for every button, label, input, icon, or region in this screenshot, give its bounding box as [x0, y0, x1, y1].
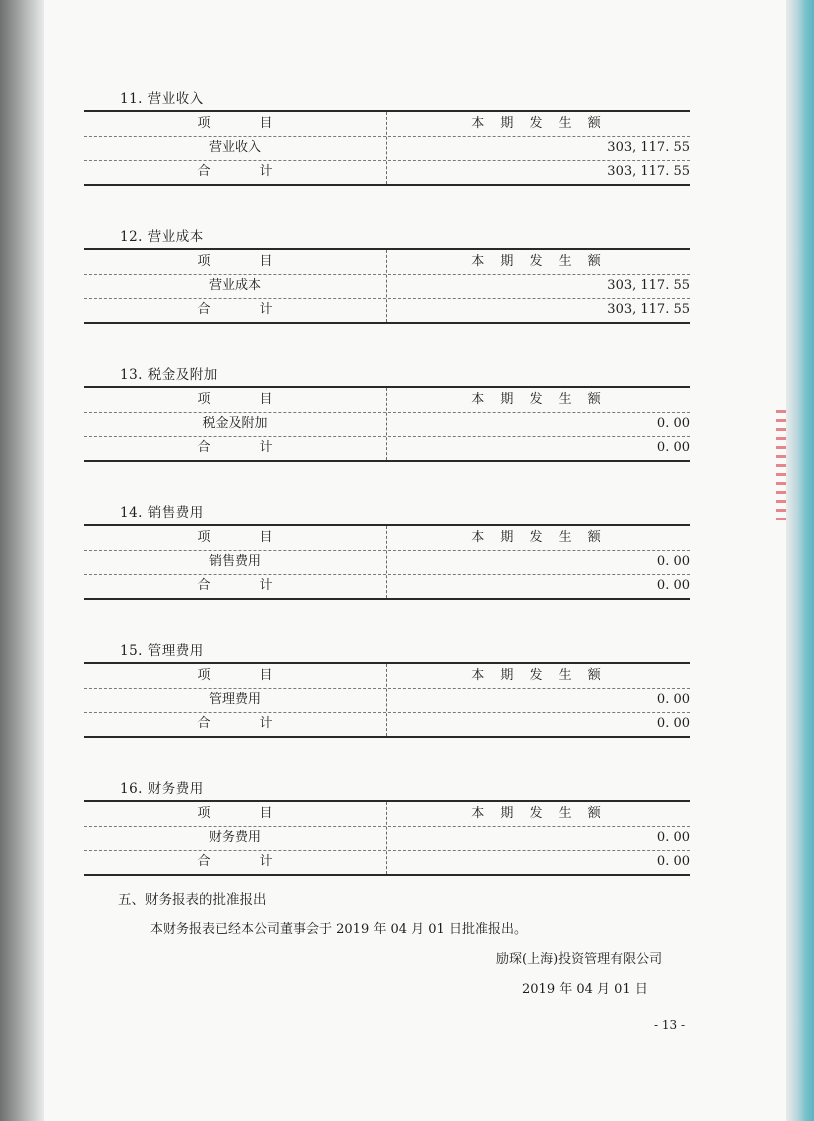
row-label: 销售费用 [208, 554, 261, 569]
total-value: 0. 00 [656, 716, 690, 731]
taxes-table [84, 386, 690, 462]
total-value: 0. 00 [656, 854, 690, 869]
scan-edge-right [786, 0, 814, 1121]
row-value: 303, 117. 55 [607, 278, 690, 293]
header-amount: 本 期 发 生 额 [471, 116, 607, 131]
total-label: 合 计 [197, 440, 291, 455]
header-item: 项 目 [197, 668, 291, 683]
total-value: 0. 00 [656, 440, 690, 455]
admin-expenses-table [84, 662, 690, 738]
total-label: 合 计 [197, 854, 291, 869]
row-value: 0. 00 [656, 554, 690, 569]
section-title: 12. 营业成本 [120, 229, 204, 245]
company-name: 励琛(上海)投资管理有限公司 [496, 952, 663, 967]
approval-statement: 本财务报表已经本公司董事会于 2019 年 04 月 01 日批准报出。 [150, 922, 527, 937]
total-label: 合 计 [197, 164, 291, 179]
header-item: 项 目 [197, 530, 291, 545]
total-value: 303, 117. 55 [607, 302, 690, 317]
financial-expenses-table [84, 800, 690, 876]
section-title: 14. 销售费用 [120, 505, 204, 521]
header-item: 项 目 [197, 806, 291, 821]
row-label: 管理费用 [208, 692, 261, 707]
scan-shadow-left [0, 0, 46, 1121]
header-amount: 本 期 发 生 额 [471, 254, 607, 269]
revenue-table [84, 110, 690, 186]
total-label: 合 计 [197, 716, 291, 731]
red-stamp-edge [776, 410, 786, 520]
header-amount: 本 期 发 生 额 [471, 806, 607, 821]
row-label: 营业成本 [208, 278, 261, 293]
section-title: 15. 管理费用 [120, 643, 204, 659]
row-label: 税金及附加 [202, 416, 268, 431]
header-item: 项 目 [197, 392, 291, 407]
row-label: 营业收入 [208, 140, 261, 155]
approval-heading: 五、财务报表的批准报出 [118, 892, 267, 908]
header-item: 项 目 [197, 116, 291, 131]
total-value: 0. 00 [656, 578, 690, 593]
row-value: 0. 00 [656, 692, 690, 707]
section-title: 13. 税金及附加 [120, 367, 218, 383]
header-item: 项 目 [197, 254, 291, 269]
header-amount: 本 期 发 生 额 [471, 668, 607, 683]
total-label: 合 计 [197, 302, 291, 317]
selling-expenses-table [84, 524, 690, 600]
page-number: - 13 - [654, 1018, 686, 1032]
total-value: 303, 117. 55 [607, 164, 690, 179]
signature-date: 2019 年 04 月 01 日 [522, 982, 648, 997]
total-label: 合 计 [197, 578, 291, 593]
header-amount: 本 期 发 生 额 [471, 392, 607, 407]
section-title: 11. 营业收入 [120, 91, 204, 107]
row-label: 财务费用 [208, 830, 261, 845]
row-value: 0. 00 [656, 416, 690, 431]
row-value: 0. 00 [656, 830, 690, 845]
row-value: 303, 117. 55 [607, 140, 690, 155]
cost-table [84, 248, 690, 324]
section-title: 16. 财务费用 [120, 781, 204, 797]
header-amount: 本 期 发 生 额 [471, 530, 607, 545]
